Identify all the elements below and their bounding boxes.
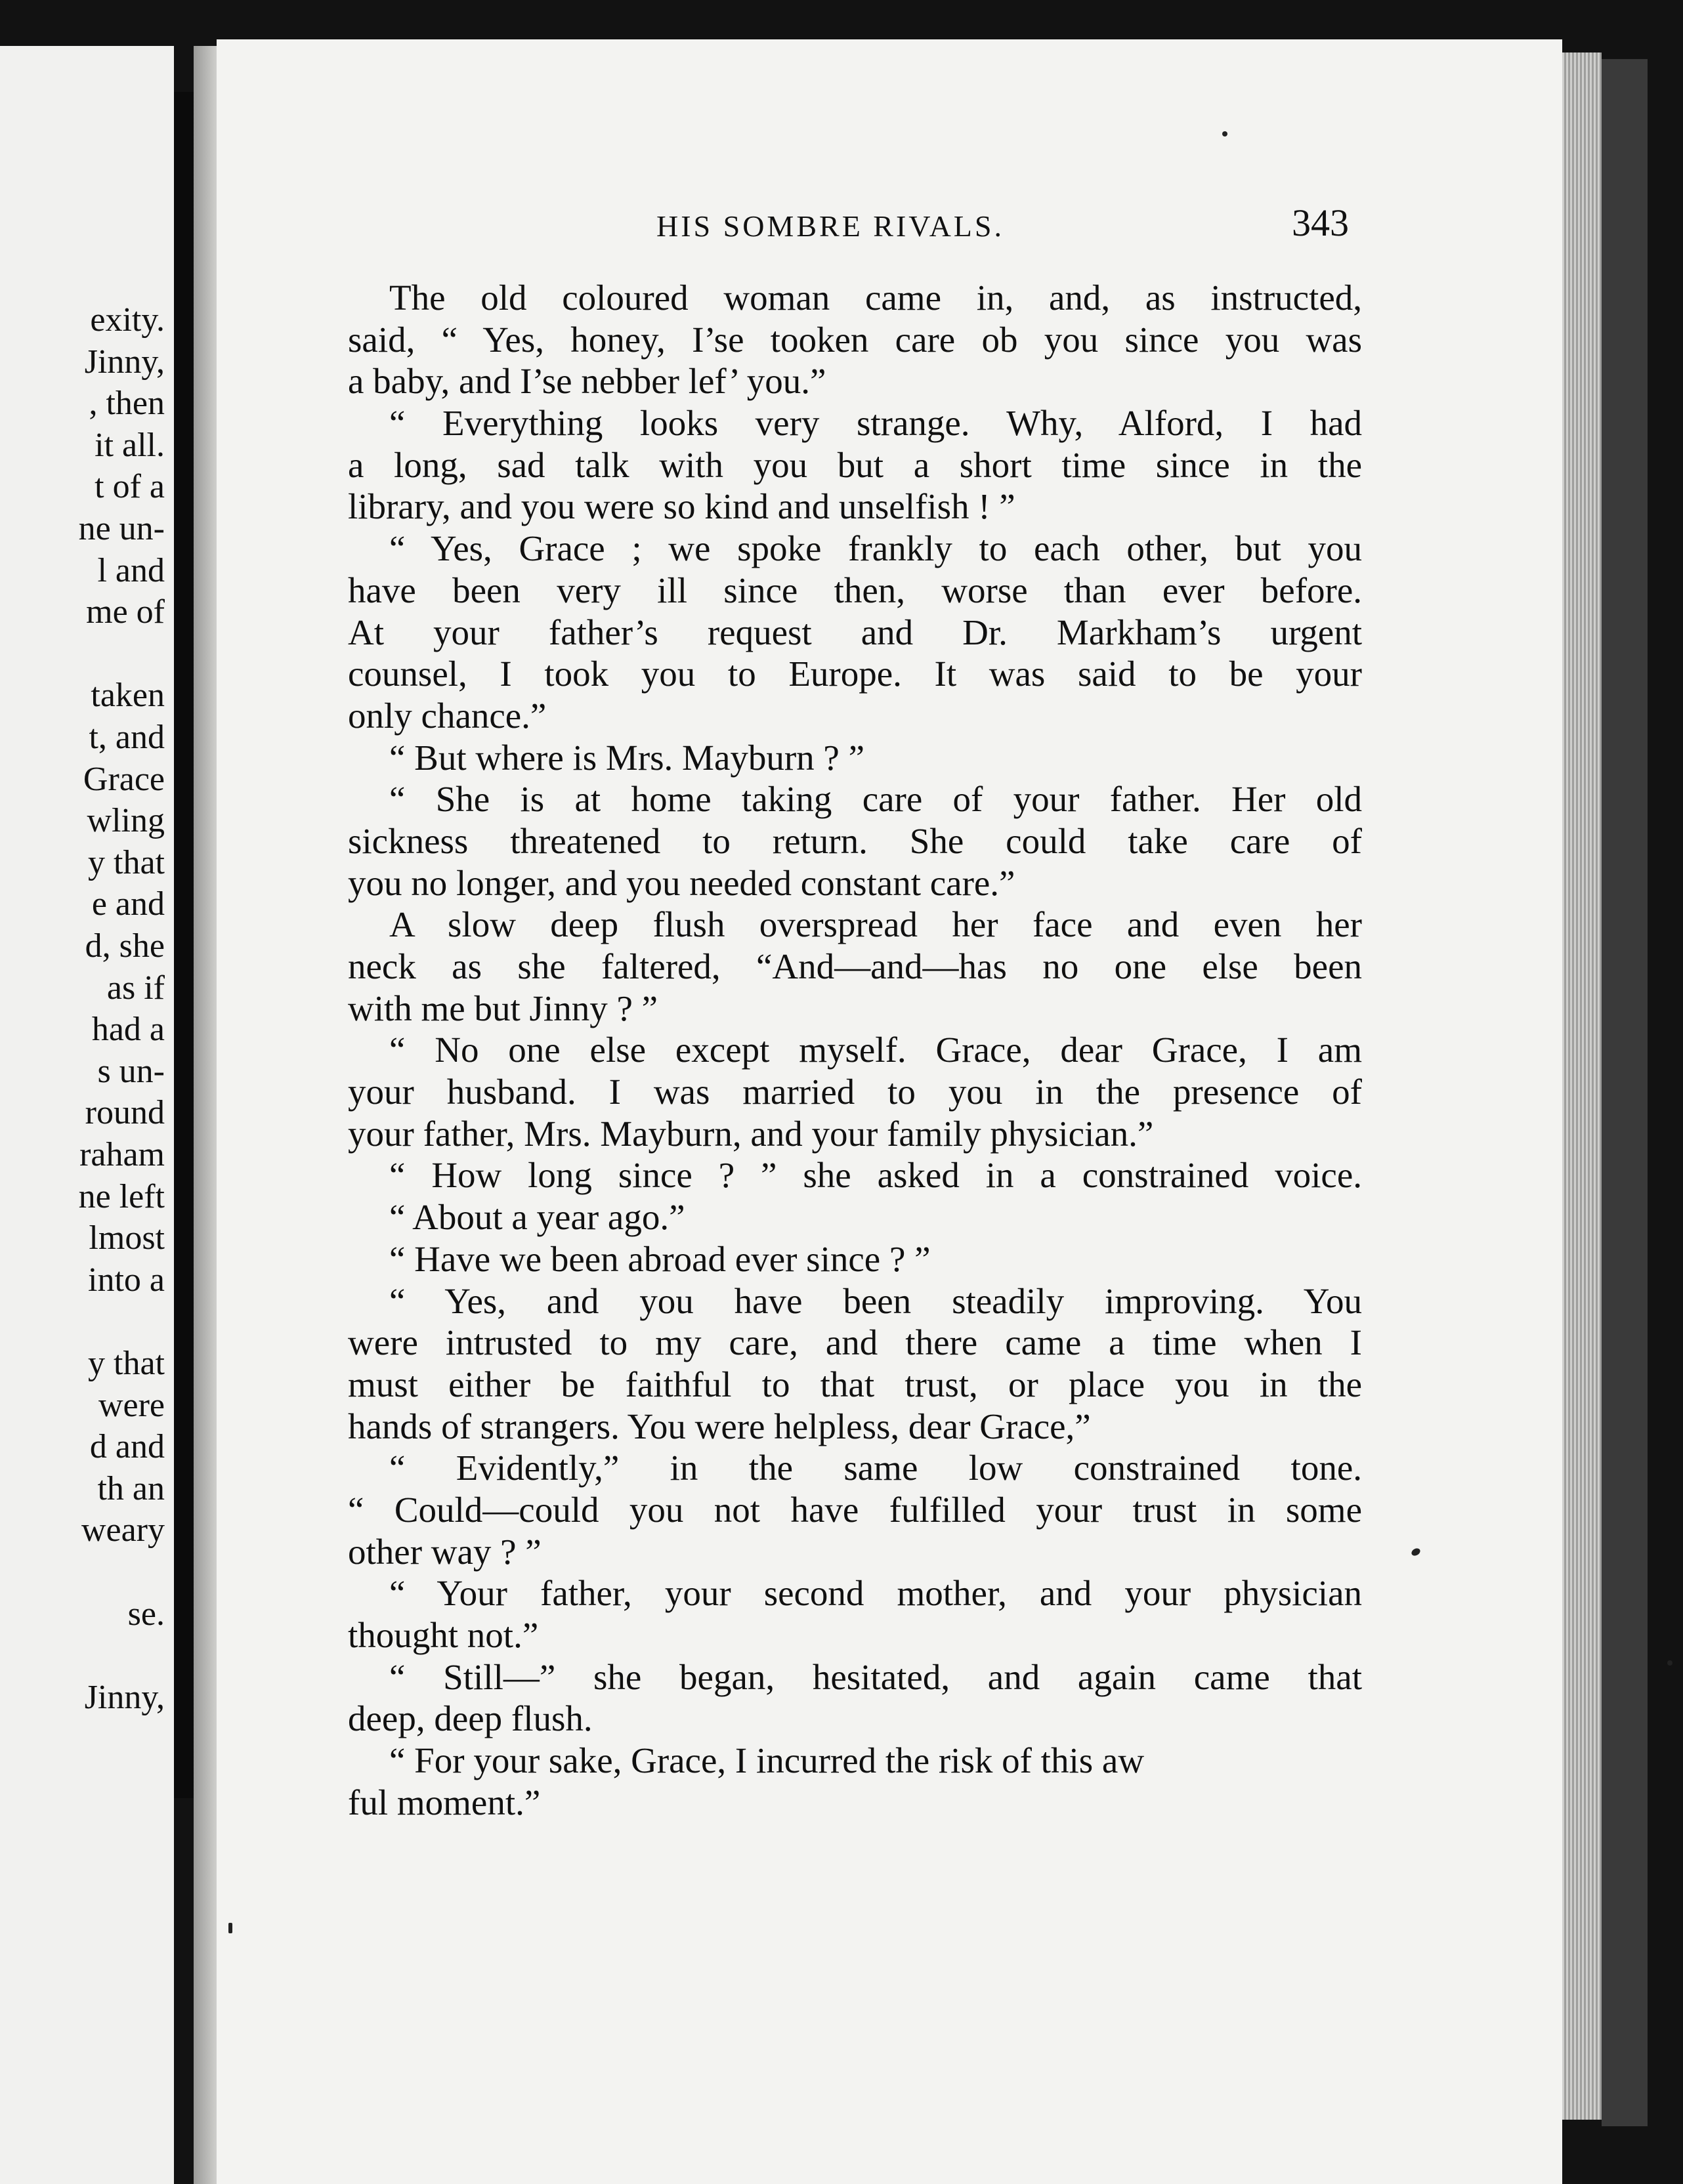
left-page-line: d, she xyxy=(85,927,165,965)
left-page-line: taken xyxy=(91,677,165,715)
left-page-line: lmost xyxy=(89,1219,165,1257)
text-line: “ Could—could you not have fulfilled your trust in some xyxy=(348,1489,1362,1530)
text-line: “ Evidently,” in the same low constrained tone. xyxy=(389,1448,1362,1488)
text-line: only chance.” xyxy=(348,695,547,736)
text-line: “ For your sake, Grace, I incurred the risk of this aw xyxy=(389,1740,1145,1781)
text-line: “ About a year ago.” xyxy=(389,1197,685,1238)
left-page-line: as if xyxy=(106,969,165,1007)
text-line: with me but Jinny ? ” xyxy=(348,988,658,1028)
text-line: “ Yes, and you have been steadily improving. You xyxy=(389,1280,1362,1321)
left-page-line: t of a xyxy=(95,468,165,506)
left-page-line: t, and xyxy=(89,719,165,756)
text-line: a long, sad talk with you but a short time since in the xyxy=(348,444,1362,485)
page-edges xyxy=(1562,52,1602,2120)
text-line: must either be faithful to that trust, or place you in the xyxy=(348,1364,1362,1404)
left-page-line: y that xyxy=(88,1345,165,1382)
text-line: “ Everything looks very strange. Why, Alford, I had xyxy=(389,403,1362,444)
running-head: HIS SOMBRE RIVALS. xyxy=(656,209,1004,243)
cover-edge xyxy=(1602,59,1648,2126)
text-line: hands of strangers. You were helpless, dear Grace,” xyxy=(348,1406,1091,1446)
left-page-line: , then xyxy=(89,385,165,423)
left-page-line: y that xyxy=(88,843,165,881)
text-line: “ Have we been abroad ever since ? ” xyxy=(389,1238,931,1279)
text-line: “ Still—” she began, hesitated, and again came that xyxy=(389,1656,1362,1697)
book-spine xyxy=(174,92,194,1798)
text-line: “ Your father, your second mother, and your physician xyxy=(389,1573,1362,1614)
text-line: A slow deep flush overspread her face and even her xyxy=(389,904,1362,945)
left-page-line: were xyxy=(98,1386,165,1424)
text-line: other way ? ” xyxy=(348,1531,542,1572)
left-page-line: d and xyxy=(89,1428,165,1466)
left-page-line: s un- xyxy=(97,1052,165,1090)
text-line: your husband. I was married to you in the presence of xyxy=(348,1072,1362,1112)
left-page-line: e and xyxy=(91,885,165,923)
page-number: 343 xyxy=(1292,201,1349,244)
text-line: “ She is at home taking care of your father. Her old xyxy=(389,779,1362,820)
text-line: ful moment.” xyxy=(348,1782,541,1822)
left-page-line: ne un- xyxy=(78,510,165,547)
left-page-line: Grace xyxy=(83,760,165,798)
left-page-line: Jinny, xyxy=(84,1678,165,1716)
text-line: deep, deep flush. xyxy=(348,1698,593,1739)
text-line: were intrusted to my care, and there came a time when I xyxy=(348,1322,1362,1363)
left-page-line: ne left xyxy=(78,1177,165,1215)
left-page-line: raham xyxy=(79,1136,165,1173)
print-speck xyxy=(1667,1660,1672,1666)
text-line: “ But where is Mrs. Mayburn ? ” xyxy=(389,737,864,778)
left-page-line: th an xyxy=(97,1469,165,1507)
left-page-line: Jinny, xyxy=(84,343,165,381)
left-page-line: into a xyxy=(88,1261,165,1299)
text-line: “ Yes, Grace ; we spoke frankly to each other, but you xyxy=(389,528,1362,569)
text-line: “ How long since ? ” she asked in a constrained voice. xyxy=(389,1155,1362,1196)
text-line: have been very ill since then, worse than ever before. xyxy=(348,570,1362,610)
text-line: said, “ Yes, honey, I’se tooken care ob you since you was xyxy=(348,319,1362,360)
text-line: your father, Mrs. Mayburn, and your family physician.” xyxy=(348,1113,1154,1154)
body-text xyxy=(348,277,1362,1823)
text-line: sickness threatened to return. She could take care of xyxy=(348,820,1362,861)
left-page-line: wling xyxy=(87,802,165,840)
left-page-line: weary xyxy=(81,1511,165,1549)
left-page-line: it all. xyxy=(95,426,165,464)
text-line: you no longer, and you needed constant care.” xyxy=(348,862,1015,903)
left-page-line: exity. xyxy=(90,301,165,339)
print-speck xyxy=(228,1923,232,1933)
left-page-line: l and xyxy=(97,551,165,589)
text-line: neck as she faltered, “And—and—has no one else been xyxy=(348,946,1362,986)
text-line: At your father’s request and Dr. Markham’s urgent xyxy=(348,612,1362,652)
print-speck xyxy=(1222,131,1227,136)
text-line: The old coloured woman came in, and, as instructed, xyxy=(389,278,1362,318)
left-page-fragment xyxy=(0,46,174,2184)
text-line: library, and you were so kind and unselfish ! ” xyxy=(348,486,1015,527)
text-line: counsel, I took you to Europe. It was said to be your xyxy=(348,654,1362,694)
text-line: thought not.” xyxy=(348,1615,539,1655)
left-page-line: had a xyxy=(91,1011,165,1049)
left-page-line: me of xyxy=(86,593,165,631)
text-line: “ No one else except myself. Grace, dear Grace, I am xyxy=(389,1030,1362,1070)
left-page-line: round xyxy=(85,1094,165,1132)
text-line: a baby, and I’se nebber lef’ you.” xyxy=(348,361,826,402)
left-page-line: se. xyxy=(127,1595,165,1633)
